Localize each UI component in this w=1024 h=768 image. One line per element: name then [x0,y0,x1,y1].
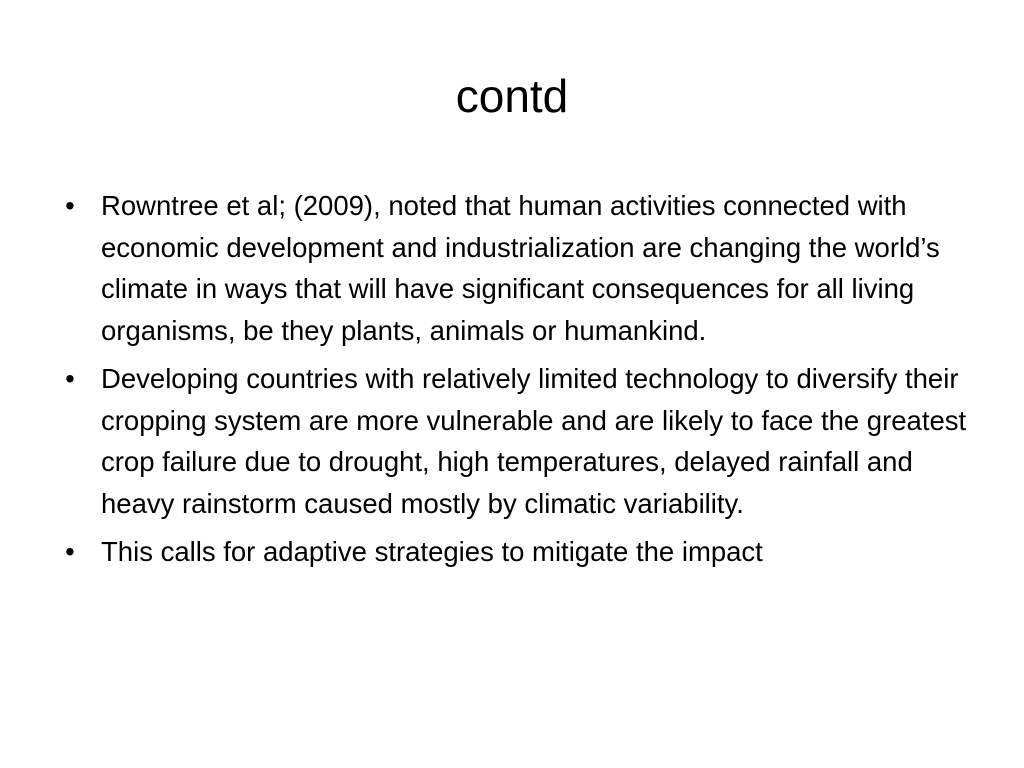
bullet-list [60,185,972,580]
bullet-item [60,531,972,573]
bullet-icon: • [65,363,75,394]
bullet-text: This calls for adaptive strategies to mitigate the impact [101,536,763,567]
slide-title: contd [455,70,569,122]
bullet-item [60,185,972,351]
bullet-icon: • [65,536,75,567]
bullet-item [60,358,972,524]
bullet-text: Developing countries with relatively limited technology to diversify their cropping system are more vulnerable and are likely to face the greatest crop failure due to drought, high temperatures, delayed rainfall and heavy rainstorm caused mostly by climatic variability. [101,363,967,519]
bullet-icon: • [65,190,75,221]
bullet-text: Rowntree et al; (2009), noted that human activities connected with economic development and industrialization are changing the world’s climate in ways that will have significant consequences for all living organisms, be they plants, animals or humankind. [101,190,940,346]
